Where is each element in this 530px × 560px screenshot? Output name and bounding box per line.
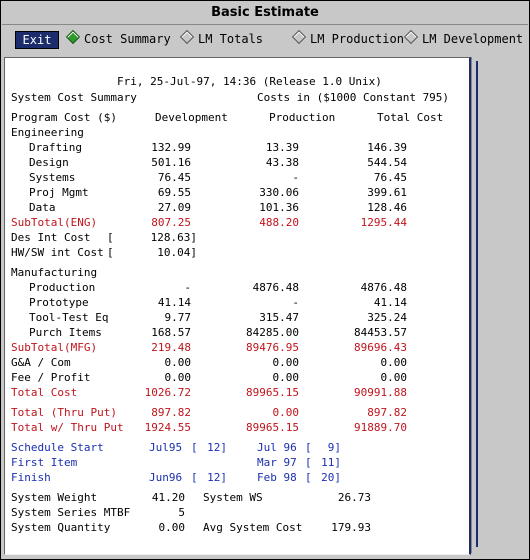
vertical-scrollbar[interactable] (471, 57, 528, 553)
eng-total: 544.54 (367, 156, 407, 169)
mfg-total: 4876.48 (360, 281, 407, 294)
total-thru-dev: 897.82 (151, 406, 191, 419)
subtotal-eng-total: 1295.44 (360, 216, 407, 229)
fee-label: Fee / Profit (11, 371, 91, 384)
radio-lm-production[interactable] (294, 31, 404, 47)
schedule-prod-bracket: [ (305, 441, 312, 454)
eng-dev: 76.45 (157, 171, 191, 184)
section-engineering: Engineering (11, 126, 84, 139)
mfg-label: Purch Items (29, 326, 102, 339)
schedule-prod-months: 9] (327, 441, 341, 454)
total-w-thru-prod: 89965.15 (246, 421, 299, 434)
system-qty-label: System Quantity (11, 521, 111, 534)
subtotal-eng-label: SubTotal(ENG) (11, 216, 98, 229)
ga-prod: 0.00 (272, 356, 299, 369)
system-qty-value: 0.00 (158, 521, 185, 534)
radio-label: LM Totals (198, 32, 264, 46)
radio-unselected-icon (404, 30, 418, 44)
radio-lm-totals[interactable] (182, 31, 263, 47)
schedule-dev-bracket: [ (191, 441, 198, 454)
summary-label: System Cost Summary (11, 91, 137, 104)
schedule-dev-months: 12] (207, 471, 227, 484)
total-thru-total: 897.82 (367, 406, 407, 419)
eng-label: Design (29, 156, 69, 169)
eng-label: Data (29, 201, 56, 214)
eng-total: 146.39 (367, 141, 407, 154)
schedule-prod-date: Jul 96 (257, 441, 297, 454)
total-w-thru-label: Total w/ Thru Put (11, 421, 124, 434)
eng-label: Proj Mgmt (29, 186, 89, 199)
hwsw-int-bracket: [ (107, 246, 114, 259)
system-mtbf-label: System Series MTBF (11, 506, 131, 519)
radio-unselected-icon (292, 30, 306, 44)
subtotal-eng-dev: 807.25 (151, 216, 191, 229)
radio-label: LM Production (310, 32, 404, 46)
scroll-track[interactable] (476, 61, 478, 547)
subtotal-eng-prod: 488.20 (259, 216, 299, 229)
schedule-dev-months: 12] (207, 441, 227, 454)
mfg-label: Tool-Test Eq (29, 311, 109, 324)
schedule-label: Schedule Start (11, 441, 104, 454)
system-ws-value: 26.73 (337, 491, 371, 504)
radio-cost-summary[interactable] (68, 31, 171, 47)
radio-lm-development[interactable] (406, 31, 523, 47)
costs-in-label: Costs in ($1000 Constant 795) (257, 91, 450, 104)
des-int-label: Des Int Cost (11, 231, 91, 244)
mfg-dev: 9.77 (164, 311, 191, 324)
title-bar[interactable] (2, 2, 528, 25)
mfg-label: Production (29, 281, 96, 294)
total-w-thru-total: 91889.70 (354, 421, 407, 434)
hwsw-int-label: HW/SW int Cost (11, 246, 104, 259)
mfg-total: 41.14 (373, 296, 407, 309)
section-manufacturing: Manufacturing (11, 266, 98, 279)
fee-prod: 0.00 (272, 371, 299, 384)
total-cost-total: 90991.88 (354, 386, 407, 399)
col-header-prod: Production (269, 111, 336, 124)
eng-prod: - (292, 171, 299, 184)
des-int-value: 128.63] (150, 231, 197, 244)
total-cost-prod: 89965.15 (246, 386, 299, 399)
eng-prod: 101.36 (259, 201, 299, 214)
radio-selected-icon (66, 30, 80, 44)
total-w-thru-dev: 1924.55 (144, 421, 191, 434)
mfg-total: 325.24 (367, 311, 407, 324)
subtotal-mfg-total: 89696.43 (354, 341, 407, 354)
eng-dev: 69.55 (157, 186, 191, 199)
subtotal-mfg-label: SubTotal(MFG) (11, 341, 98, 354)
system-mtbf-value: 5 (178, 506, 185, 519)
schedule-prod-date: Feb 98 (257, 471, 297, 484)
toolbar (2, 25, 528, 53)
radio-label: LM Development (422, 32, 524, 46)
col-header-program: Program Cost ($) (11, 111, 117, 124)
mfg-prod: 84285.00 (246, 326, 299, 339)
radio-label: Cost Summary (84, 32, 171, 46)
mfg-total: 84453.57 (354, 326, 407, 339)
report-date: Fri, 25-Jul-97, 14:36 (Release 1.0 Unix) (117, 75, 382, 88)
mfg-label: Prototype (29, 296, 89, 309)
fee-total: 0.00 (380, 371, 407, 384)
col-header-total: Total Cost (377, 111, 444, 124)
schedule-label: Finish (11, 471, 51, 484)
system-ws-label: System WS (203, 491, 263, 504)
schedule-prod-date: Mar 97 (257, 456, 297, 469)
schedule-dev-date: Jul95 (149, 441, 183, 454)
fee-dev: 0.00 (164, 371, 191, 384)
hwsw-int-value: 10.04] (157, 246, 197, 259)
schedule-prod-bracket: [ (305, 456, 312, 469)
ga-label: G&A / Com (11, 356, 71, 369)
eng-label: Systems (29, 171, 76, 184)
mfg-prod: 4876.48 (252, 281, 299, 294)
avg-cost-value: 179.93 (331, 521, 371, 534)
report-content (5, 58, 469, 554)
system-weight-value: 41.20 (151, 491, 185, 504)
radio-unselected-icon (180, 30, 194, 44)
subtotal-mfg-prod: 89476.95 (246, 341, 299, 354)
eng-prod: 43.38 (265, 156, 299, 169)
avg-cost-label: Avg System Cost (203, 521, 303, 534)
col-header-dev: Development (155, 111, 228, 124)
mfg-dev: - (184, 281, 191, 294)
schedule-prod-months: 20] (321, 471, 341, 484)
mfg-prod: 315.47 (259, 311, 299, 324)
window-title: Basic Estimate (211, 5, 319, 20)
schedule-label: First Item (11, 456, 78, 469)
eng-dev: 132.99 (151, 141, 191, 154)
ga-total: 0.00 (380, 356, 407, 369)
eng-label: Drafting (29, 141, 82, 154)
eng-total: 399.61 (367, 186, 407, 199)
eng-prod: 330.06 (259, 186, 299, 199)
exit-button[interactable]: Exit (15, 31, 59, 49)
system-weight-label: System Weight (11, 491, 98, 504)
eng-dev: 27.09 (157, 201, 191, 214)
des-int-bracket: [ (107, 231, 114, 244)
eng-prod: 13.39 (265, 141, 299, 154)
total-thru-label: Total (Thru Put) (11, 406, 117, 419)
ga-dev: 0.00 (164, 356, 191, 369)
total-thru-prod: 0.00 (272, 406, 299, 419)
eng-total: 128.46 (367, 201, 407, 214)
schedule-dev-bracket: [ (191, 471, 198, 484)
eng-total: 76.45 (373, 171, 407, 184)
mfg-dev: 168.57 (151, 326, 191, 339)
schedule-prod-bracket: [ (305, 471, 312, 484)
report-panel (4, 57, 471, 555)
total-cost-label: Total Cost (11, 386, 78, 399)
mfg-dev: 41.14 (157, 296, 191, 309)
schedule-dev-date: Jun96 (149, 471, 183, 484)
schedule-prod-months: 11] (321, 456, 341, 469)
eng-dev: 501.16 (151, 156, 191, 169)
total-cost-dev: 1026.72 (144, 386, 191, 399)
mfg-prod: - (292, 296, 299, 309)
subtotal-mfg-dev: 219.48 (151, 341, 191, 354)
